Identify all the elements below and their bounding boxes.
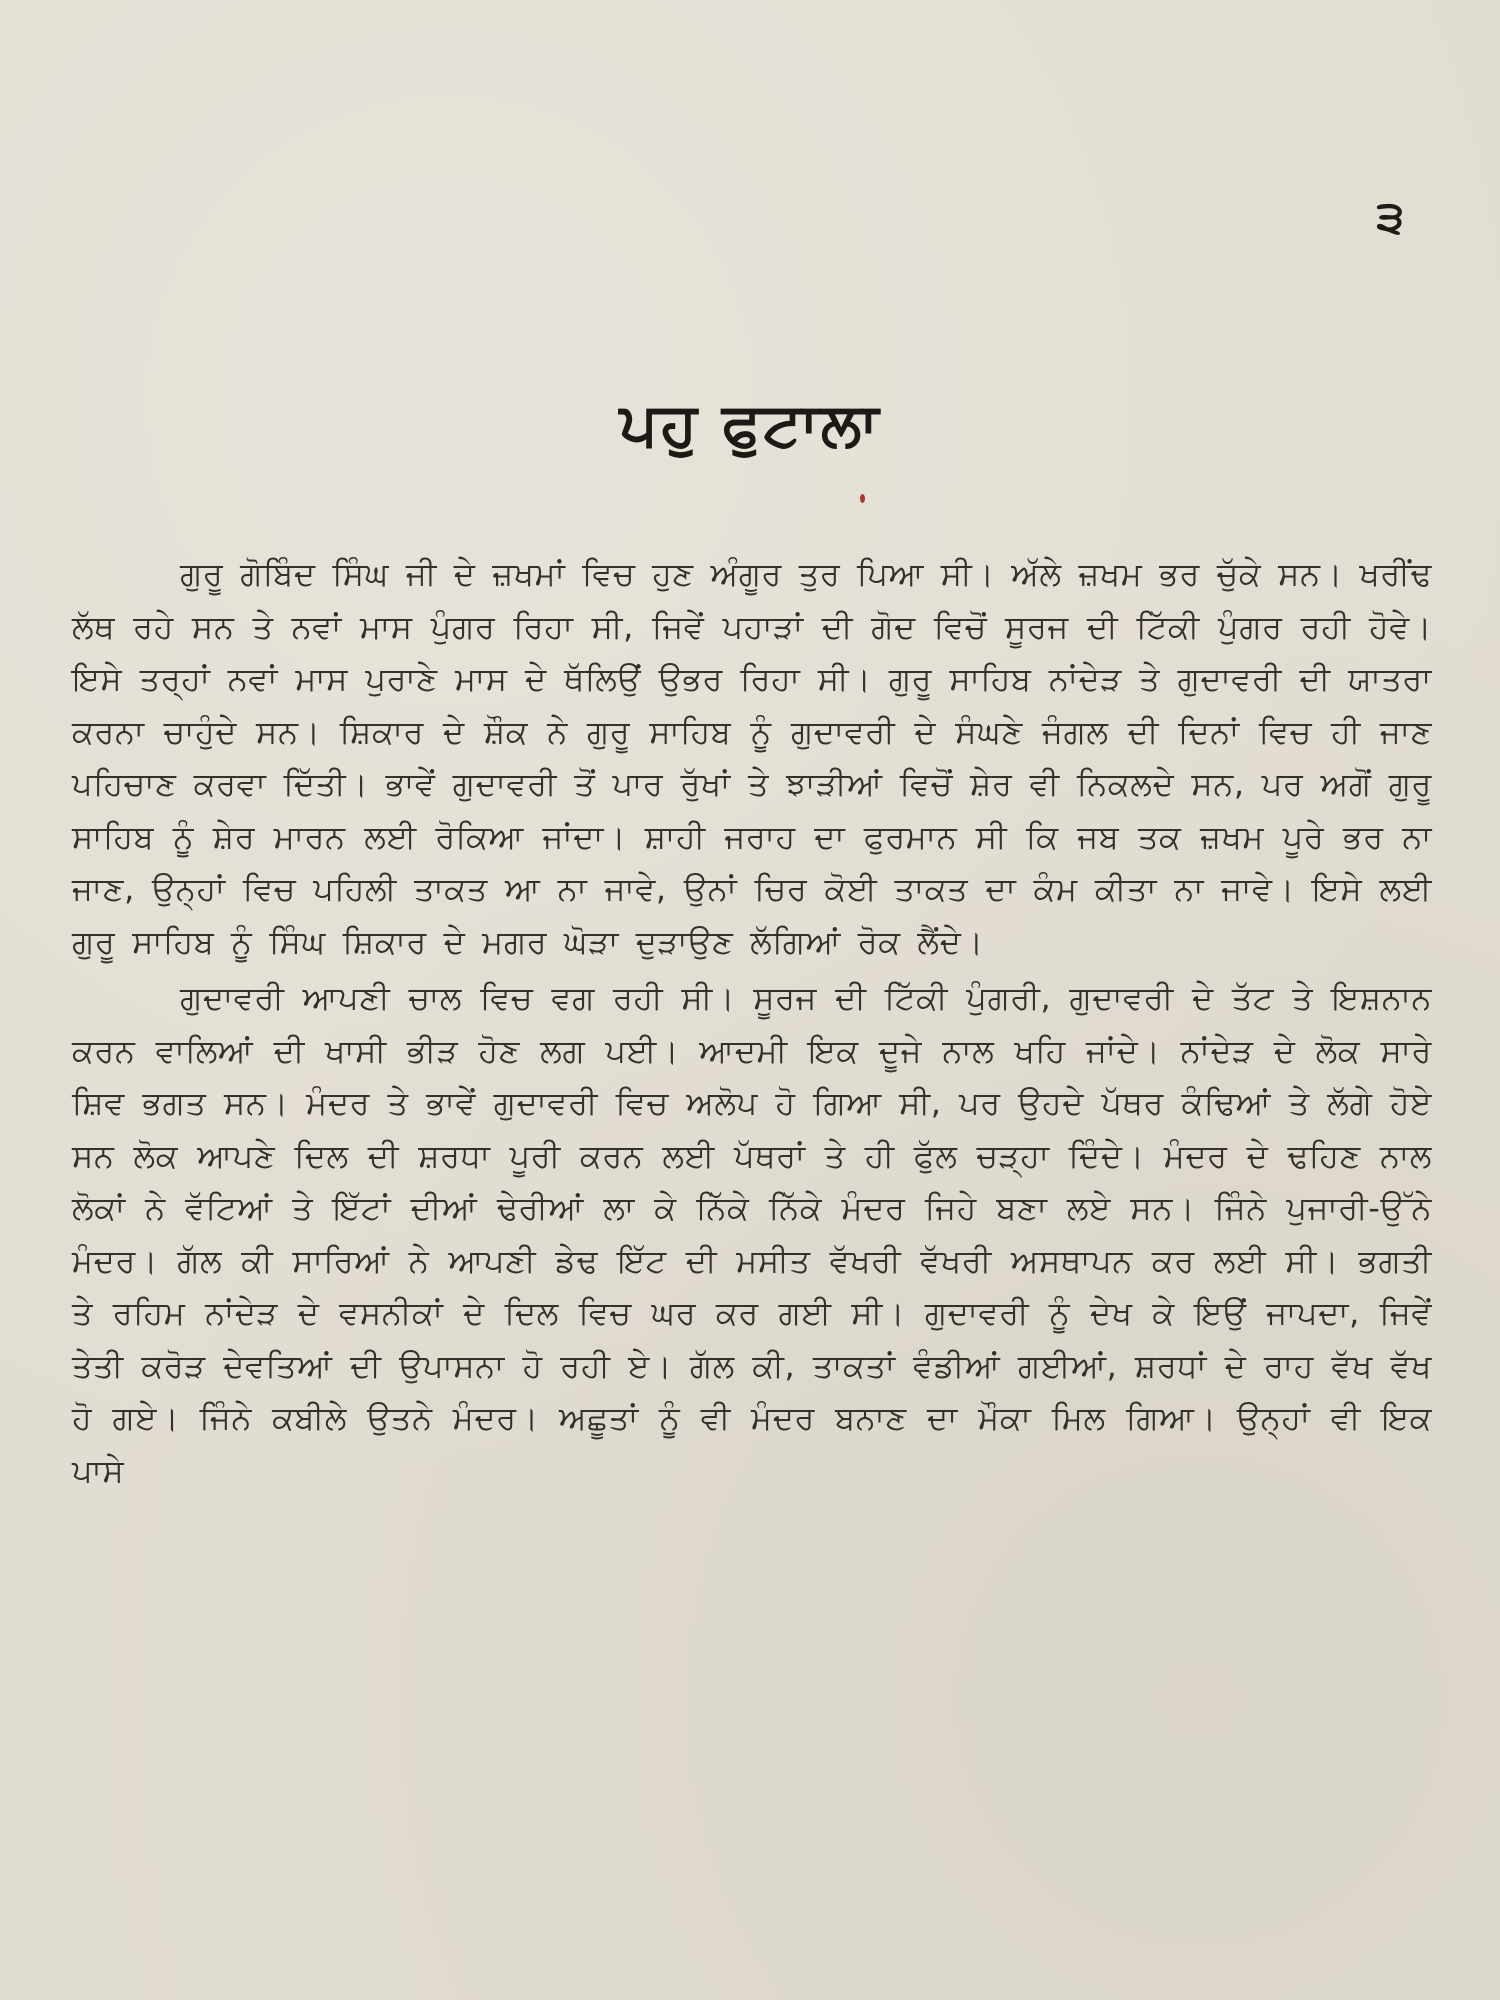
page-number: ੩ [1376,192,1404,243]
paragraph-2: ਗੁਦਾਵਰੀ ਆਪਣੀ ਚਾਲ ਵਿਚ ਵਗ ਰਹੀ ਸੀ। ਸੂਰਜ ਦੀ ਟਿੱਕੀ ਪੁੰਗਰੀ, ਗੁਦਾਵਰੀ ਦੇ ਤੱਟ ਤੇ ਇਸ਼ਨਾਨ ਕਰਨ ਵਾਲਿਆਂ ਦੀ ਖਾਸੀ ਭੀੜ ਹੋਣ ਲਗ ਪਈ। ਆਦਮੀ ਇਕ ਦੂਜੇ ਨਾਲ ਖਹਿ ਜਾਂਦੇ। ਨਾਂਦੇੜ ਦੇ ਲੋਕ ਸਾਰੇ ਸ਼ਿਵ ਭਗਤ ਸਨ। ਮੰਦਰ ਤੇ ਭਾਵੇਂ ਗੁਦਾਵਰੀ ਵਿਚ ਅਲੋਪ ਹੋ ਗਿਆ ਸੀ, ਪਰ ਉਹਦੇ ਪੱਥਰ ਕੰਢਿਆਂ ਤੇ ਲੱਗੇ ਹੋਏ ਸਨ ਲੋਕ ਆਪਣੇ ਦਿਲ ਦੀ ਸ਼ਰਧਾ ਪੂਰੀ ਕਰਨ ਲਈ ਪੱਥਰਾਂ ਤੇ ਹੀ ਫੁੱਲ ਚੜ੍ਹਾ ਦਿੰਦੇ। ਮੰਦਰ ਦੇ ਢਹਿਣ ਨਾਲ ਲੋਕਾਂ ਨੇ ਵੱਟਿਆਂ ਤੇ ਇੱਟਾਂ ਦੀਆਂ ਢੇਰੀਆਂ ਲਾ ਕੇ ਨਿੱਕੇ ਨਿੱਕੇ ਮੰਦਰ ਜਿਹੇ ਬਣਾ ਲਏ ਸਨ। ਜਿੰਨੇ ਪੁਜਾਰੀ-ਉੱਨੇ ਮੰਦਰ। ਗੱਲ ਕੀ ਸਾਰਿਆਂ ਨੇ ਆਪਣੀ ਡੇਢ ਇੱਟ ਦੀ ਮਸੀਤ ਵੱਖਰੀ ਵੱਖਰੀ ਅਸਥਾਪਨ ਕਰ ਲਈ ਸੀ। ਭਗਤੀ ਤੇ ਰਹਿਮ ਨਾਂਦੇੜ ਦੇ ਵਸਨੀਕਾਂ ਦੇ ਦਿਲ ਵਿਚ ਘਰ ਕਰ ਗਈ ਸੀ। ਗੁਦਾਵਰੀ ਨੂੰ ਦੇਖ ਕੇ ਇਉਂ ਜਾਪਦਾ, ਜਿਵੇਂ ਤੇਤੀ ਕਰੋੜ ਦੇਵਤਿਆਂ ਦੀ ਉਪਾਸਨਾ ਹੋ ਰਹੀ ਏ। ਗੱਲ ਕੀ, ਤਾਕਤਾਂ ਵੰਡੀਆਂ ਗਈਆਂ, ਸ਼ਰਧਾਂ ਦੇ ਰਾਹ ਵੱਖ ਵੱਖ ਹੋ ਗਏ। ਜਿੰਨੇ ਕਬੀਲੇ ਉਤਨੇ ਮੰਦਰ। ਅਛੂਤਾਂ ਨੂੰ ਵੀ ਮੰਦਰ ਬਨਾਣ ਦਾ ਮੌਕਾ ਮਿਲ ਗਿਆ। ਉਨ੍ਹਾਂ ਵੀ ਇਕ ਪਾਸੇ [72,979,1432,1490]
body-text [72,548,1432,1497]
ink-speck [860,494,865,503]
chapter-title: ਪਹੁ ਫੁਟਾਲਾ [619,390,881,461]
paragraph-1: ਗੁਰੂ ਗੋਬਿੰਦ ਸਿੰਘ ਜੀ ਦੇ ਜ਼ਖਮਾਂ ਵਿਚ ਹੁਣ ਅੰਗੂਰ ਤੁਰ ਪਿਆ ਸੀ। ਅੱਲੇ ਜ਼ਖਮ ਭਰ ਚੁੱਕੇ ਸਨ। ਖਰੀਂਢ ਲੱਥ ਰਹੇ ਸਨ ਤੇ ਨਵਾਂ ਮਾਸ ਪੁੰਗਰ ਰਿਹਾ ਸੀ, ਜਿਵੇਂ ਪਹਾੜਾਂ ਦੀ ਗੋਦ ਵਿਚੋਂ ਸੂਰਜ ਦੀ ਟਿੱਕੀ ਪੁੰਗਰ ਰਹੀ ਹੋਵੇ। ਇਸੇ ਤਰ੍ਹਾਂ ਨਵਾਂ ਮਾਸ ਪੁਰਾਣੇ ਮਾਸ ਦੇ ਥੱਲਿਉਂ ਉਭਰ ਰਿਹਾ ਸੀ। ਗੁਰੂ ਸਾਹਿਬ ਨਾਂਦੇੜ ਤੇ ਗੁਦਾਵਰੀ ਦੀ ਯਾਤਰਾ ਕਰਨਾ ਚਾਹੁੰਦੇ ਸਨ। ਸ਼ਿਕਾਰ ਦੇ ਸ਼ੌਕ ਨੇ ਗੁਰੂ ਸਾਹਿਬ ਨੂੰ ਗੁਦਾਵਰੀ ਦੇ ਸੰਘਣੇ ਜੰਗਲ ਦੀ ਦਿਨਾਂ ਵਿਚ ਹੀ ਜਾਣ ਪਹਿਚਾਣ ਕਰਵਾ ਦਿੱਤੀ। ਭਾਵੇਂ ਗੁਦਾਵਰੀ ਤੋਂ ਪਾਰ ਰੁੱਖਾਂ ਤੇ ਝਾੜੀਆਂ ਵਿਚੋਂ ਸ਼ੇਰ ਵੀ ਨਿਕਲਦੇ ਸਨ, ਪਰ ਅਗੋਂ ਗੁਰੂ ਸਾਹਿਬ ਨੂੰ ਸ਼ੇਰ ਮਾਰਨ ਲਈ ਰੋਕਿਆ ਜਾਂਦਾ। ਸ਼ਾਹੀ ਜਰਾਹ ਦਾ ਫੁਰਮਾਨ ਸੀ ਕਿ ਜਬ ਤਕ ਜ਼ਖਮ ਪੂਰੇ ਭਰ ਨਾ ਜਾਣ, ਉਨ੍ਹਾਂ ਵਿਚ ਪਹਿਲੀ ਤਾਕਤ ਆ ਨਾ ਜਾਵੇ, ਉਨਾਂ ਚਿਰ ਕੋਈ ਤਾਕਤ ਦਾ ਕੰਮ ਕੀਤਾ ਨਾ ਜਾਵੇ। ਇਸੇ ਲਈ ਗੁਰੂ ਸਾਹਿਬ ਨੂੰ ਸਿੰਘ ਸ਼ਿਕਾਰ ਦੇ ਮਗਰ ਘੋੜਾ ਦੁੜਾਉਣ ਲੱਗਿਆਂ ਰੋਕ ਲੈਂਦੇ। [72,555,1432,961]
